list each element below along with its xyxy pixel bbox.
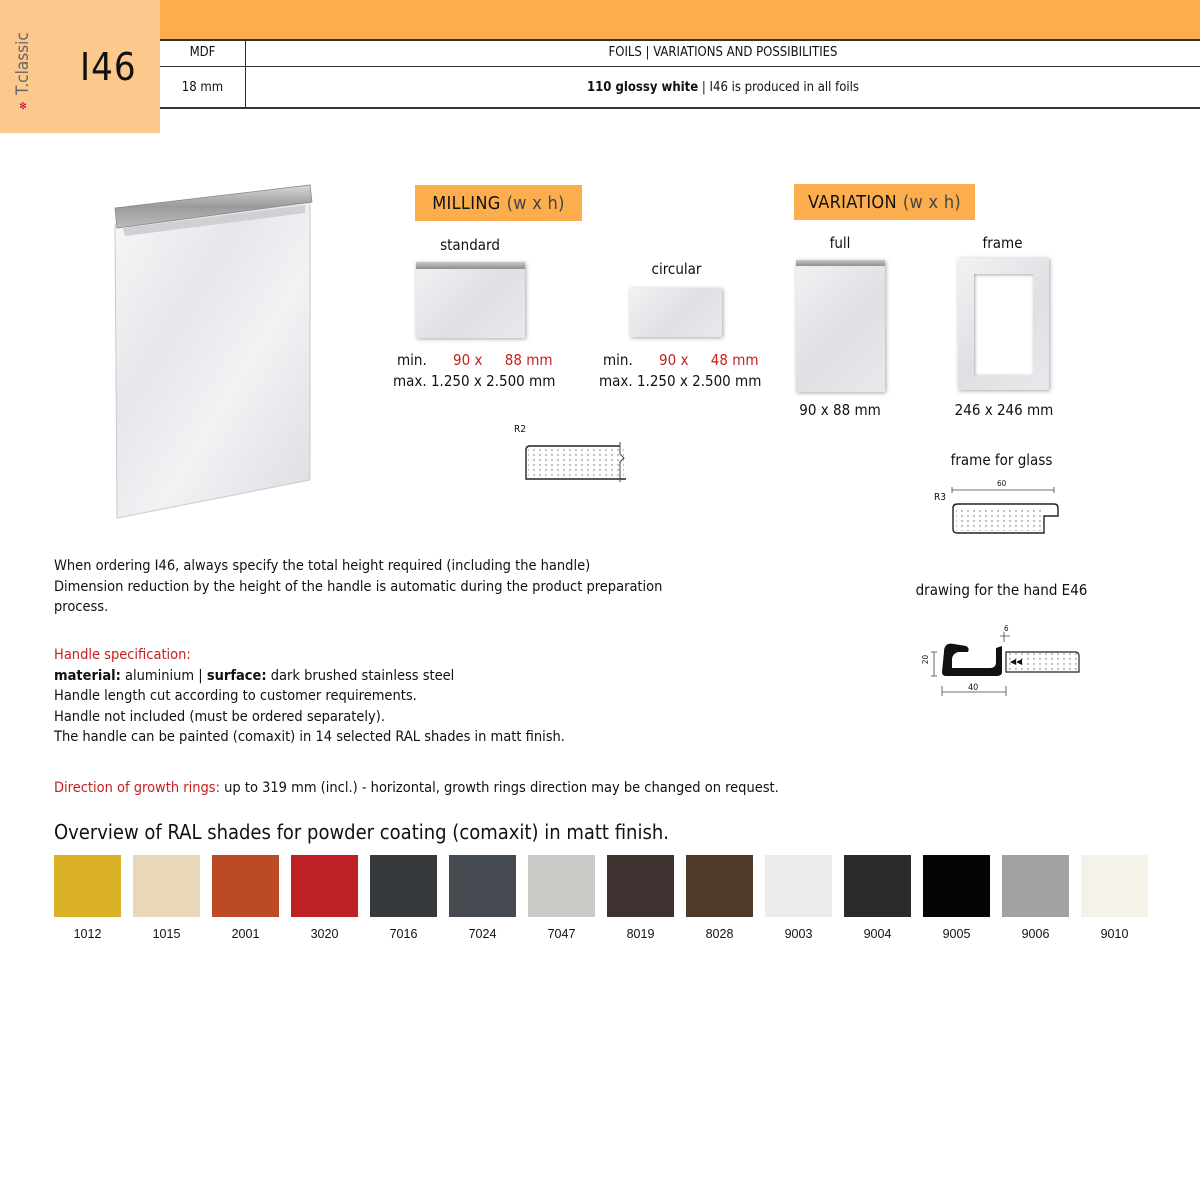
growth-rings-text: up to 319 mm (incl.) - horizontal, growth rings direction may be changed on request. <box>224 780 779 796</box>
ral-swatch-label: 8028 <box>705 927 734 941</box>
handle-spec-title: Handle specification: <box>54 647 191 663</box>
ral-swatch-9005 <box>923 855 990 917</box>
ral-swatch-label: 9010 <box>1100 927 1129 941</box>
variation-full-dim: 90 x 88 mm <box>799 401 881 419</box>
milling-circular-panel <box>630 288 722 337</box>
ral-swatch-9004 <box>844 855 911 917</box>
ral-swatch-grid <box>54 855 1154 955</box>
ral-swatch-8028 <box>686 855 753 917</box>
milling-standard-label: standard <box>440 236 500 254</box>
handle-spec-material: material: aluminium | surface: dark brushed stainless steel <box>54 667 455 684</box>
variation-full-label: full <box>829 234 851 252</box>
ral-swatch-7024 <box>449 855 516 917</box>
ral-swatch-label: 3020 <box>310 927 339 941</box>
ral-swatch-7016 <box>370 855 437 917</box>
ral-swatch-label: 8019 <box>626 927 655 941</box>
hand-profile-drawing <box>930 632 1085 702</box>
profile-r2-drawing <box>520 438 632 484</box>
table-line-bottom <box>160 107 1200 109</box>
ral-swatch-label: 7016 <box>389 927 418 941</box>
handle-spec-painted: The handle can be painted (comaxit) in 14 selected RAL shades in matt finish. <box>54 729 565 745</box>
table-head-mdf: MDF <box>189 45 216 60</box>
milling-circular-max: max. 1.250 x 2.500 mm <box>599 372 762 390</box>
milling-circular-min-h: 48 mm <box>710 351 759 369</box>
ral-title: Overview of RAL shades for powder coating (comaxit) in matt finish. <box>54 820 669 844</box>
milling-standard-min-h: 88 mm <box>504 351 553 369</box>
ral-swatch-label: 1015 <box>152 927 181 941</box>
ordering-note-line-1: When ordering I46, always specify the total height required (including the handle) <box>54 558 591 574</box>
product-code: I46 <box>80 45 137 89</box>
milling-circular-min: min. 90 x 48 mm <box>603 351 759 369</box>
milling-unit: (w x h) <box>506 192 565 214</box>
hand-dim-40: 40 <box>968 683 979 693</box>
header-orange-bar <box>160 0 1200 40</box>
milling-title-text: MILLING <box>432 192 501 214</box>
product-door-image <box>105 180 320 525</box>
ral-swatch-label: 9004 <box>863 927 892 941</box>
milling-circular-min-w: 90 x <box>659 351 689 369</box>
ordering-note-line-2: Dimension reduction by the height of the handle is automatic during the product preparation <box>54 578 663 595</box>
table-value-thickness: 18 mm <box>181 80 224 95</box>
foil-note: | I46 is produced in all foils <box>701 80 859 95</box>
foil-name: 110 glossy white <box>587 80 699 95</box>
growth-rings-note <box>54 778 954 799</box>
brand-dots-icon: ✻ <box>17 99 29 110</box>
milling-circular-label: circular <box>651 260 702 278</box>
ral-swatch-label: 7047 <box>547 927 576 941</box>
ral-swatch-8019 <box>607 855 674 917</box>
variation-frame-opening <box>974 274 1033 375</box>
milling-standard-panel <box>416 262 525 338</box>
ral-swatch-2001 <box>212 855 279 917</box>
variation-frame-label: frame <box>982 234 1023 252</box>
handle-spec-length: Handle length cut according to customer requirements. <box>54 688 417 704</box>
ral-swatch-7047 <box>528 855 595 917</box>
ral-swatch-label: 9006 <box>1021 927 1050 941</box>
variation-full-handle <box>796 260 885 266</box>
brand-name: T.classic <box>13 32 33 95</box>
frame-glass-label: frame for glass <box>950 451 1053 469</box>
ral-swatch-1015 <box>133 855 200 917</box>
ral-swatch-3020 <box>291 855 358 917</box>
variation-full-panel <box>796 260 885 392</box>
variation-frame-dim: 246 x 246 mm <box>954 401 1054 419</box>
ral-swatch-label: 9005 <box>942 927 971 941</box>
ral-swatch-label: 7024 <box>468 927 497 941</box>
ral-swatch-label: 9003 <box>784 927 813 941</box>
frame-glass-radius: R3 <box>934 492 946 503</box>
brand-logo <box>8 30 38 110</box>
variation-unit: (w x h) <box>902 191 962 213</box>
frame-glass-width: 60 <box>997 479 1007 488</box>
profile-r2-label: R2 <box>514 424 526 435</box>
milling-standard-max: max. 1.250 x 2.500 mm <box>393 372 556 390</box>
ral-swatch-9003 <box>765 855 832 917</box>
frame-glass-drawing <box>948 484 1063 536</box>
hand-dim-6: 6 <box>1004 624 1009 633</box>
table-line-middle <box>160 66 1200 67</box>
ral-swatch-label: 2001 <box>231 927 260 941</box>
hand-drawing-label: drawing for the hand E46 <box>915 581 1088 599</box>
product-code-box <box>0 0 160 133</box>
table-value-foils <box>246 80 1200 95</box>
milling-title <box>415 185 582 221</box>
ral-swatch-9010 <box>1081 855 1148 917</box>
milling-standard-handle <box>416 262 525 269</box>
variation-title-text: VARIATION <box>807 191 897 213</box>
ral-swatch-9006 <box>1002 855 1069 917</box>
variation-title <box>794 184 975 220</box>
handle-specification <box>54 645 814 748</box>
table-head-foils: FOILS | VARIATIONS AND POSSIBILITIES <box>608 45 838 60</box>
hand-dim-20: 20 <box>921 654 931 665</box>
ordering-note-line-3: process. <box>54 599 109 615</box>
ordering-notes <box>54 556 674 618</box>
table-line-top <box>160 39 1200 41</box>
milling-standard-min-w: 90 x <box>453 351 483 369</box>
ral-swatch-1012 <box>54 855 121 917</box>
milling-standard-min: min. 90 x 88 mm <box>397 351 553 369</box>
ral-swatch-label: 1012 <box>73 927 102 941</box>
handle-spec-not-included: Handle not included (must be ordered separately). <box>54 708 385 725</box>
growth-rings-label: Direction of growth rings: <box>54 780 220 796</box>
